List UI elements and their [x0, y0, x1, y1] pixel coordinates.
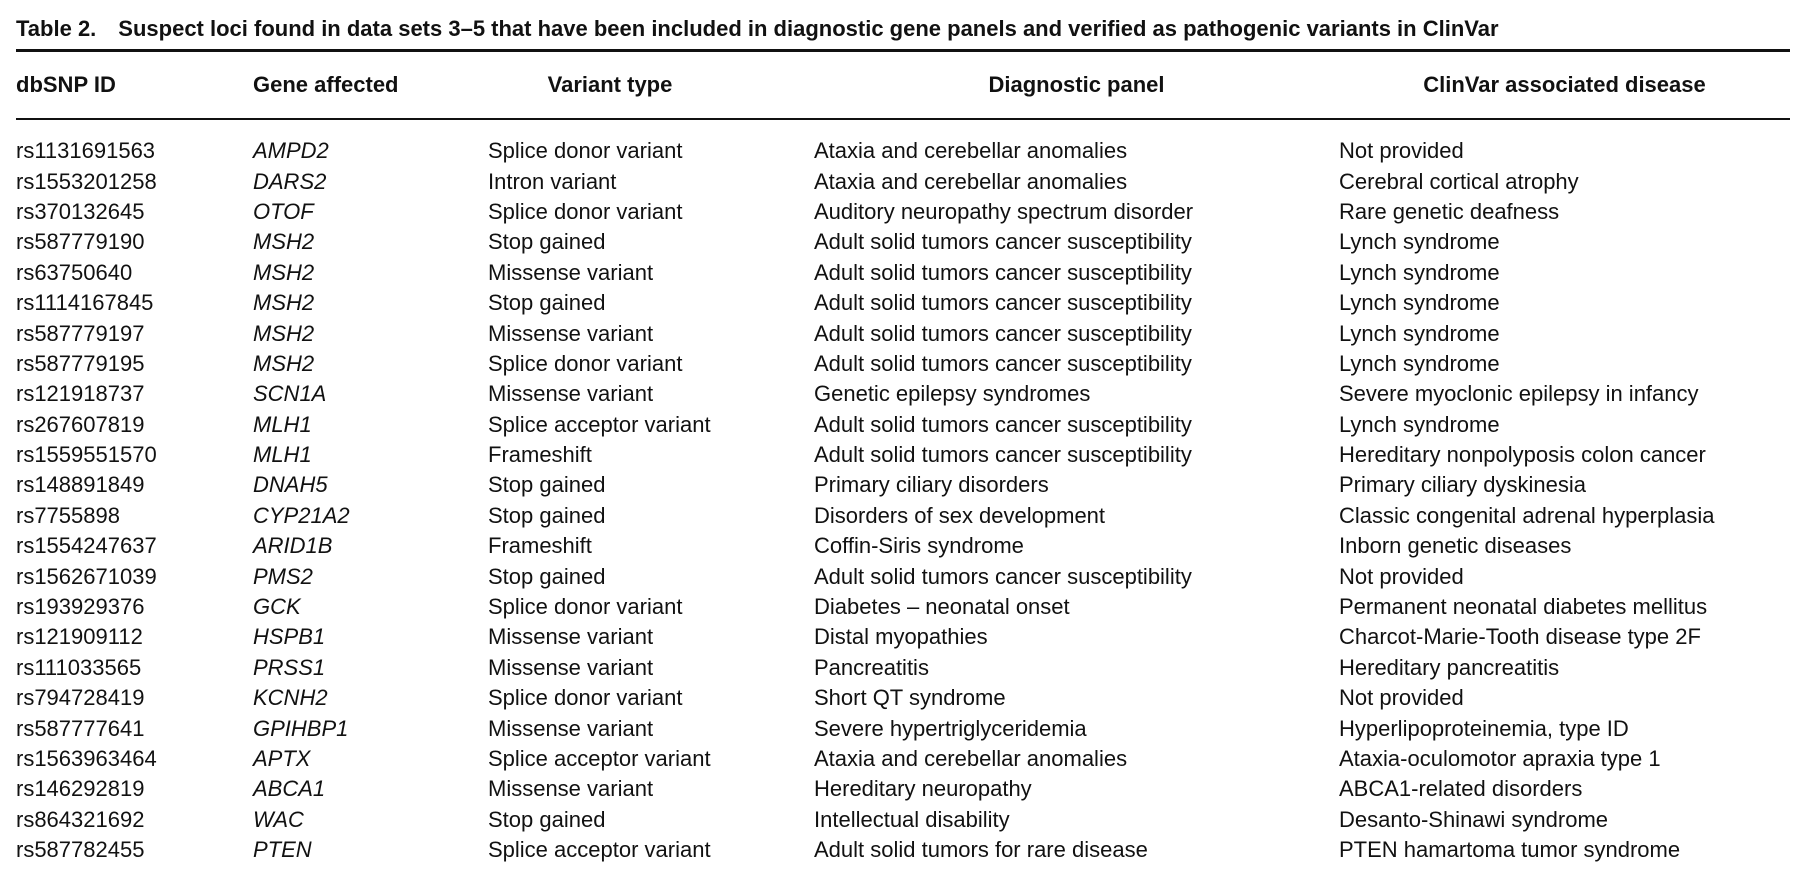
cell-variant-type: Splice donor variant: [488, 198, 683, 224]
table-title: Suspect loci found in data sets 3–5 that have been included in diagnostic gene panels and verified as pathogenic variants in ClinVar: [118, 16, 1499, 41]
cell-dbsnp-id: rs1563963464: [16, 746, 157, 771]
table-row: [16, 805, 1790, 835]
cell-gene: MSH2: [253, 259, 315, 285]
cell-dbsnp-id: rs121909112: [16, 624, 143, 650]
cell-variant-type: Missense variant: [488, 320, 654, 346]
cell-variant-type: Frameshift: [488, 533, 592, 559]
cell-clinvar-disease: Classic congenital adrenal hyperplasia: [1339, 502, 1715, 528]
cell-dbsnp-id: rs1559551570: [16, 442, 157, 468]
cell-gene: WAC: [253, 806, 304, 832]
cell-variant-type: Stop gained: [488, 290, 606, 316]
cell-clinvar-disease: Charcot-Marie-Tooth disease type 2F: [1339, 624, 1701, 650]
header-diagnostic-panel: Diagnostic panel: [988, 72, 1165, 97]
cell-diagnostic-panel: Ataxia and cerebellar anomalies: [814, 746, 1128, 771]
cell-variant-type: Missense variant: [488, 381, 654, 407]
cell-gene: CYP21A2: [253, 502, 350, 528]
table-row: [16, 622, 1790, 652]
header-row: [16, 52, 1790, 118]
cell-gene: APTX: [253, 746, 311, 771]
cell-gene: MLH1: [253, 411, 312, 437]
cell-dbsnp-id: rs7755898: [16, 502, 120, 528]
cell-diagnostic-panel: Distal myopathies: [814, 624, 988, 650]
table-row: [16, 683, 1790, 713]
cell-gene: MLH1: [253, 442, 312, 468]
cell-dbsnp-id: rs1553201258: [16, 168, 157, 194]
cell-diagnostic-panel: Short QT syndrome: [814, 685, 1006, 711]
table-row: [16, 744, 1790, 774]
cell-variant-type: Missense variant: [488, 654, 654, 680]
cell-gene: DARS2: [253, 168, 327, 194]
cell-clinvar-disease: Primary ciliary dyskinesia: [1339, 472, 1586, 498]
cell-clinvar-disease: Lynch syndrome: [1339, 259, 1500, 285]
cell-diagnostic-panel: Adult solid tumors cancer susceptibility: [814, 563, 1192, 589]
cell-gene: HSPB1: [253, 624, 326, 650]
table-row: [16, 227, 1790, 257]
cell-gene: DNAH5: [253, 472, 328, 498]
cell-dbsnp-id: rs121918737: [16, 381, 145, 407]
table-row: [16, 379, 1790, 409]
table-row: [16, 258, 1790, 288]
cell-clinvar-disease: Desanto-Shinawi syndrome: [1339, 806, 1609, 832]
cell-clinvar-disease: Ataxia-oculomotor apraxia type 1: [1339, 746, 1661, 771]
cell-dbsnp-id: rs1114167845: [16, 290, 154, 316]
cell-diagnostic-panel: Adult solid tumors for rare disease: [814, 837, 1148, 863]
header-variant-type: Variant type: [547, 72, 673, 97]
cell-variant-type: Missense variant: [488, 776, 654, 802]
cell-diagnostic-panel: Genetic epilepsy syndromes: [814, 381, 1091, 407]
cell-diagnostic-panel: Primary ciliary disorders: [814, 472, 1049, 498]
cell-diagnostic-panel: Diabetes – neonatal onset: [814, 594, 1070, 620]
cell-gene: PMS2: [253, 563, 313, 589]
cell-dbsnp-id: rs864321692: [16, 806, 145, 832]
cell-diagnostic-panel: Adult solid tumors cancer susceptibility: [814, 320, 1192, 346]
header-gene-affected: Gene affected: [253, 72, 399, 97]
cell-diagnostic-panel: Ataxia and cerebellar anomalies: [814, 138, 1128, 164]
cell-gene: KCNH2: [253, 685, 328, 711]
cell-clinvar-disease: Severe myoclonic epilepsy in infancy: [1339, 381, 1699, 407]
cell-variant-type: Missense variant: [488, 715, 654, 741]
cell-variant-type: Splice donor variant: [488, 138, 683, 164]
cell-dbsnp-id: rs370132645: [16, 198, 145, 224]
cell-gene: MSH2: [253, 320, 315, 346]
table-row: [16, 288, 1790, 318]
cell-variant-type: Stop gained: [488, 472, 606, 498]
cell-clinvar-disease: Rare genetic deafness: [1339, 198, 1560, 224]
table-row: [16, 197, 1790, 227]
cell-clinvar-disease: ABCA1-related disorders: [1339, 776, 1583, 802]
cell-dbsnp-id: rs1554247637: [16, 533, 157, 559]
table-row: [16, 501, 1790, 531]
table-row: [16, 713, 1790, 743]
cell-dbsnp-id: rs1131691563: [16, 138, 156, 164]
cell-dbsnp-id: rs587782455: [16, 837, 145, 863]
cell-dbsnp-id: rs146292819: [16, 776, 145, 802]
table-row: [16, 470, 1790, 500]
cell-dbsnp-id: rs111033565: [16, 654, 142, 680]
cell-variant-type: Frameshift: [488, 442, 592, 468]
cell-diagnostic-panel: Hereditary neuropathy: [814, 776, 1032, 802]
cell-gene: MSH2: [253, 229, 315, 255]
cell-variant-type: Splice donor variant: [488, 350, 683, 376]
cell-variant-type: Splice acceptor variant: [488, 837, 711, 863]
cell-clinvar-disease: Hyperlipoproteinemia, type ID: [1339, 715, 1629, 741]
cell-clinvar-disease: Lynch syndrome: [1339, 229, 1500, 255]
table-label: Table 2.: [16, 16, 97, 41]
cell-gene: PRSS1: [253, 654, 326, 680]
table-row: [16, 410, 1790, 440]
cell-gene: ARID1B: [253, 533, 333, 559]
table-row: [16, 653, 1790, 683]
cell-dbsnp-id: rs193929376: [16, 594, 145, 620]
cell-variant-type: Stop gained: [488, 229, 606, 255]
cell-diagnostic-panel: Auditory neuropathy spectrum disorder: [814, 198, 1194, 224]
cell-diagnostic-panel: Disorders of sex development: [814, 502, 1106, 528]
variants-table-body: [16, 120, 1790, 865]
cell-diagnostic-panel: Adult solid tumors cancer susceptibility: [814, 229, 1192, 255]
cell-diagnostic-panel: Adult solid tumors cancer susceptibility: [814, 290, 1192, 316]
table-row: [16, 349, 1790, 379]
cell-variant-type: Stop gained: [488, 502, 606, 528]
cell-variant-type: Splice donor variant: [488, 685, 683, 711]
cell-dbsnp-id: rs587777641: [16, 715, 145, 741]
cell-clinvar-disease: Lynch syndrome: [1339, 320, 1500, 346]
cell-diagnostic-panel: Adult solid tumors cancer susceptibility: [814, 259, 1192, 285]
cell-diagnostic-panel: Adult solid tumors cancer susceptibility: [814, 411, 1192, 437]
cell-diagnostic-panel: Ataxia and cerebellar anomalies: [814, 168, 1128, 194]
cell-gene: MSH2: [253, 350, 315, 376]
cell-clinvar-disease: Not provided: [1339, 138, 1464, 164]
cell-clinvar-disease: PTEN hamartoma tumor syndrome: [1339, 837, 1681, 863]
cell-gene: GCK: [253, 594, 301, 620]
cell-diagnostic-panel: Adult solid tumors cancer susceptibility: [814, 442, 1192, 468]
cell-variant-type: Stop gained: [488, 563, 606, 589]
cell-variant-type: Splice donor variant: [488, 594, 683, 620]
table-caption: [16, 16, 1790, 42]
table-2: [16, 0, 1790, 865]
cell-variant-type: Splice acceptor variant: [488, 746, 711, 771]
table-row: [16, 120, 1790, 166]
cell-dbsnp-id: rs587779197: [16, 320, 145, 346]
cell-dbsnp-id: rs267607819: [16, 411, 145, 437]
cell-diagnostic-panel: Severe hypertriglyceridemia: [814, 715, 1087, 741]
cell-clinvar-disease: Hereditary nonpolyposis colon cancer: [1339, 442, 1706, 468]
header-clinvar-disease: ClinVar associated disease: [1423, 72, 1706, 97]
table-row: [16, 561, 1790, 591]
cell-dbsnp-id: rs794728419: [16, 685, 145, 711]
cell-gene: MSH2: [253, 290, 315, 316]
cell-variant-type: Missense variant: [488, 624, 654, 650]
cell-clinvar-disease: Lynch syndrome: [1339, 411, 1500, 437]
table-row: [16, 166, 1790, 196]
header-dbsnp-id: dbSNP ID: [16, 72, 116, 97]
cell-variant-type: Stop gained: [488, 806, 606, 832]
table-row: [16, 835, 1790, 865]
cell-variant-type: Intron variant: [488, 168, 617, 194]
table-row: [16, 440, 1790, 470]
table-row: [16, 318, 1790, 348]
cell-clinvar-disease: Lynch syndrome: [1339, 290, 1500, 316]
cell-clinvar-disease: Not provided: [1339, 563, 1464, 589]
cell-clinvar-disease: Inborn genetic diseases: [1339, 533, 1572, 559]
cell-diagnostic-panel: Coffin-Siris syndrome: [814, 533, 1024, 559]
cell-diagnostic-panel: Adult solid tumors cancer susceptibility: [814, 350, 1192, 376]
cell-variant-type: Splice acceptor variant: [488, 411, 711, 437]
cell-clinvar-disease: Permanent neonatal diabetes mellitus: [1339, 594, 1708, 620]
cell-dbsnp-id: rs587779190: [16, 229, 145, 255]
cell-gene: SCN1A: [253, 381, 327, 407]
table-row: [16, 592, 1790, 622]
table-row: [16, 531, 1790, 561]
cell-clinvar-disease: Cerebral cortical atrophy: [1339, 168, 1579, 194]
cell-dbsnp-id: rs587779195: [16, 350, 145, 376]
cell-gene: ABCA1: [253, 776, 326, 802]
cell-dbsnp-id: rs63750640: [16, 259, 133, 285]
table-row: [16, 774, 1790, 804]
cell-dbsnp-id: rs148891849: [16, 472, 145, 498]
cell-dbsnp-id: rs1562671039: [16, 563, 157, 589]
cell-variant-type: Missense variant: [488, 259, 654, 285]
cell-gene: AMPD2: [253, 138, 329, 164]
cell-gene: PTEN: [253, 837, 312, 863]
cell-gene: OTOF: [253, 198, 314, 224]
cell-clinvar-disease: Hereditary pancreatitis: [1339, 654, 1560, 680]
cell-gene: GPIHBP1: [253, 715, 349, 741]
cell-clinvar-disease: Lynch syndrome: [1339, 350, 1500, 376]
cell-diagnostic-panel: Intellectual disability: [814, 806, 1010, 832]
cell-diagnostic-panel: Pancreatitis: [814, 654, 929, 680]
variants-table: [16, 52, 1790, 118]
cell-clinvar-disease: Not provided: [1339, 685, 1464, 711]
